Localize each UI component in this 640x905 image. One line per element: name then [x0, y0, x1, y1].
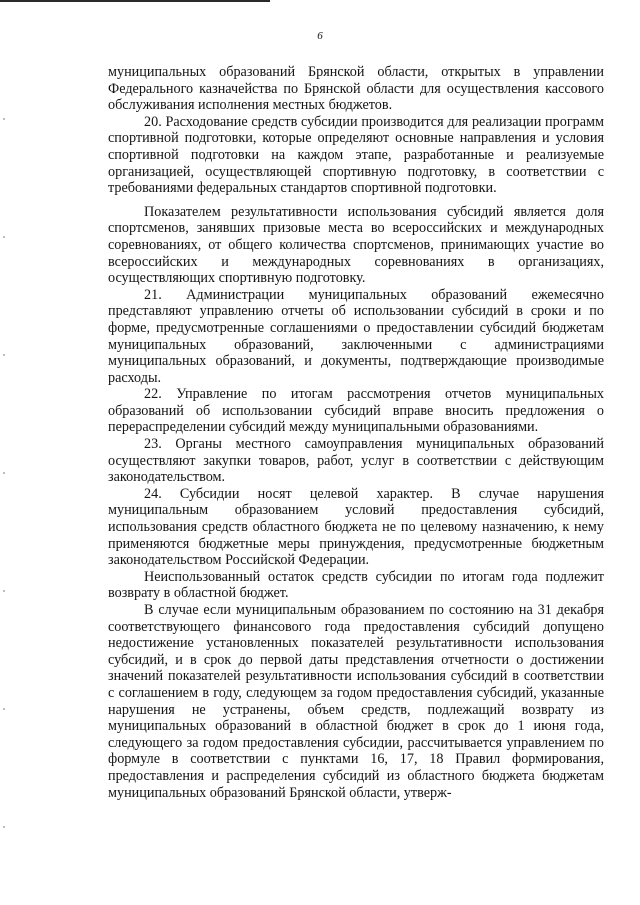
paragraph-refund-conditions: В случае если муниципальным образованием по состоянию на 31 декабря соответствующего финансового года предоставления субсидий допущено недостижение установленных показателей результативности использования субсидий, и в срок до первой даты представления отчетности о достижении значений показателей результативности использования субсидий в соответствии с соглашением в году, следующем за годом предоставления субсидий, указанные нарушения не устранены, объем средств, подлежащий возврату из муниципальных образований в областной бюджет в срок до 1 июня года, следующего за годом предоставления субсидии, рассчитывается управлением по формуле в соответствии с пунктами 16, 17, 18 Правил формирования, предоставления и распределения субсидий из областного бюджета бюджетам муниципальных образований Брянской области, утверж-	[108, 602, 604, 801]
paragraph-item-20: 20. Расходование средств субсидии производится для реализации программ спортивной подготовки, которые определяют основные направления и условия спортивной подготовки на каждом этапе, разработанные и реализуемые организацией, осуществляющей спортивную подготовку, в соответствии с требованиями федеральных стандартов спортивной подготовки.	[108, 113, 604, 197]
paragraph-item-22: 22. Управление по итогам рассмотрения отчетов муниципальных образований об использовании субсидий вправе вносить предложения о перераспределении субсидий между муниципальными образованиями.	[108, 386, 604, 436]
paragraph-item-23: 23. Органы местного самоуправления муниципальных образований осуществляют закупки товаров, работ, услуг в соответствии с действующим законодательством.	[108, 436, 604, 486]
top-edge-rule	[0, 0, 270, 2]
page-number: 6	[317, 30, 323, 42]
paragraph-item-24: 24. Субсидии носят целевой характер. В случае нарушения муниципальным образованием условий предоставления субсидий, использования средств областного бюджета не по целевому назначению, к нему применяются бюджетные меры принуждения, предусмотренные бюджетным законодательством Российской Федерации.	[108, 485, 604, 569]
paragraph-item-21: 21. Администрации муниципальных образований ежемесячно представляют управлению отчеты об использовании субсидий в сроки и по форме, предусмотренные соглашениями о предоставлении субсидий бюджетам муниципальных образований, заключенными с администрациями муниципальных образований, и документы, подтверждающие производимые расходы.	[108, 286, 604, 386]
paragraph-performance-indicator: Показателем результативности использования субсидий является доля спортсменов, занявших призовые места во всероссийских и международных соревнованиях, от общего количества спортсменов, принимающих участие во всероссийских и международных соревнованиях в организациях, осуществляющих спортивную подготовку.	[108, 203, 604, 287]
document-body	[108, 64, 604, 801]
scan-edge-marks	[0, 0, 8, 905]
paragraph-continuation: муниципальных образований Брянской области, открытых в управлении Федерального казначейства по Брянской области для осуществления кассового обслуживания исполнения местных бюджетов.	[108, 64, 604, 114]
paragraph-unused-balance: Неиспользованный остаток средств субсидии по итогам года подлежит возврату в областной бюджет.	[108, 568, 604, 602]
